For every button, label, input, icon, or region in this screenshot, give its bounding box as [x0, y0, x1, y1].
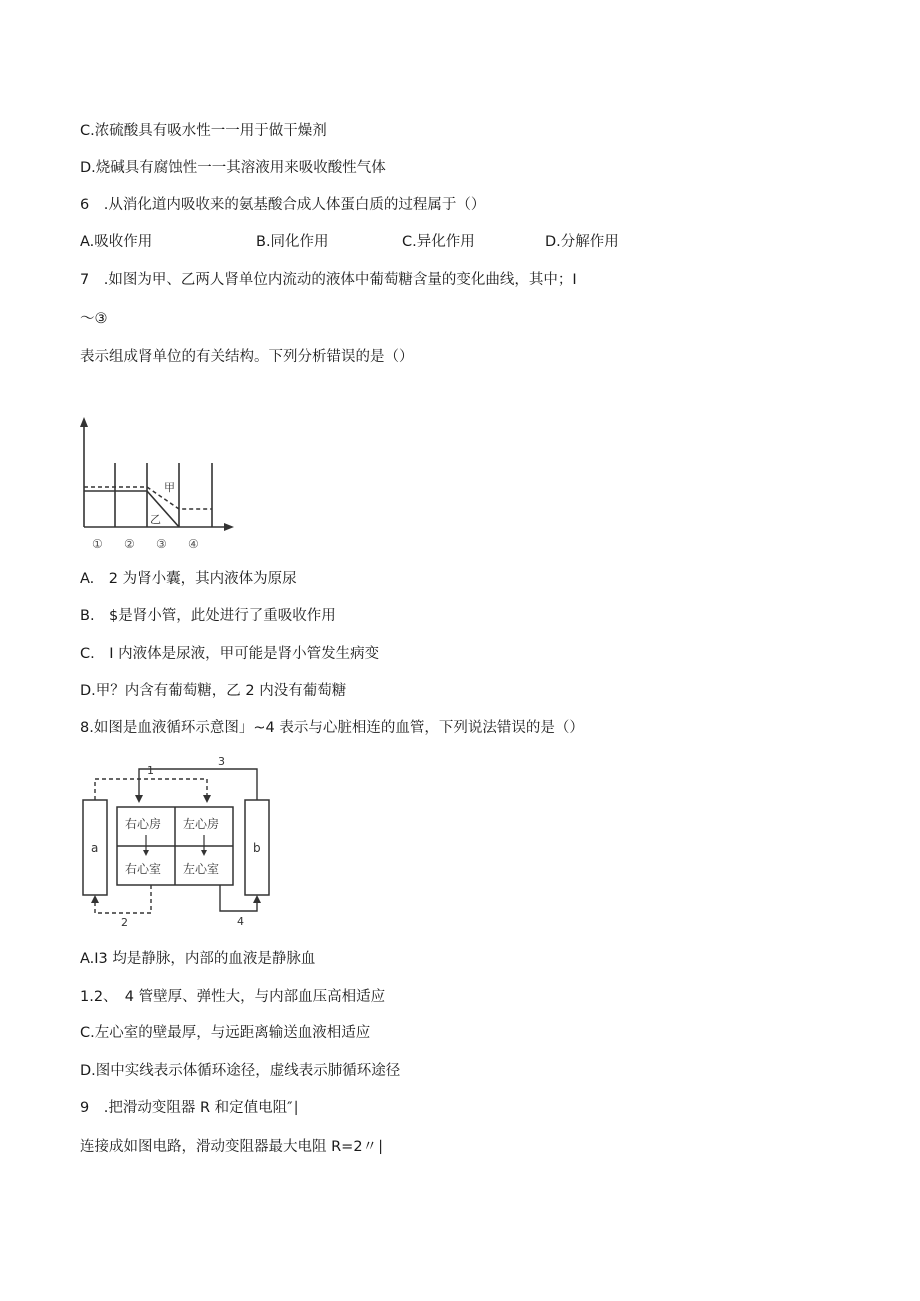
vessel-label-2: 2: [121, 916, 128, 929]
left-atrium-label: 左心房: [183, 817, 220, 831]
right-ventricle-label: 右心室: [125, 862, 162, 876]
segment-label-1: ①: [92, 537, 103, 551]
q5-option-c: C.浓硫酸具有吸水性一一用于做干燥剂: [80, 123, 327, 139]
segment-label-4: ④: [188, 537, 199, 551]
vessel-4-path: [220, 885, 257, 911]
vessel-label-1: 1: [147, 764, 154, 777]
vessel-3-arrow: [135, 795, 143, 803]
vessel-label-3: 3: [218, 755, 225, 768]
q6-option-c: C.异化作用: [402, 234, 475, 250]
q6-option-a: A.吸收作用: [80, 234, 153, 250]
q7-stem-line2: 〜③: [80, 311, 108, 327]
q8-option-a: A.I3 均是静脉，内部的血液是静脉血: [80, 951, 316, 967]
vessel-2-arrow: [91, 895, 99, 903]
left-av-arrow-head: [201, 850, 207, 856]
q7-stem-line3: 表示组成肾单位的有关结构。下列分析错误的是（）: [80, 349, 414, 365]
q6-option-b: B.同化作用: [256, 234, 329, 250]
q6-options: [80, 232, 680, 252]
right-atrium-label: 右心房: [125, 817, 162, 831]
q7-option-d: D.甲？内含有葡萄糖，乙 2 内没有葡萄糖: [80, 683, 347, 699]
vessel-4-arrow: [253, 895, 261, 903]
label-yi: 乙: [150, 513, 161, 526]
q8-circulation-figure: [75, 755, 285, 930]
left-ventricle-label: 左心室: [183, 862, 220, 876]
right-av-arrow-head: [143, 850, 149, 856]
q6-option-d: D.分解作用: [545, 234, 619, 250]
segment-label-3: ③: [156, 537, 167, 551]
box-a-label: a: [91, 841, 99, 855]
q9-stem-line2: 连接成如图电路，滑动变阻器最大电阻 R=2〃∣: [80, 1139, 385, 1155]
q5-option-d: D.烧碱具有腐蚀性一一其溶液用来吸收酸性气体: [80, 160, 386, 176]
vessel-label-4: 4: [237, 915, 244, 928]
q7-glucose-figure: [70, 415, 240, 555]
q7-option-c: C. I 内液体是尿液，甲可能是肾小管发生病变: [80, 646, 380, 662]
label-jia: 甲: [164, 481, 175, 494]
q7-option-b: B. $是肾小管，此处进行了重吸收作用: [80, 608, 336, 624]
q6-stem: 6 .从消化道内吸收来的氨基酸合成人体蛋白质的过程属于（）: [80, 197, 486, 213]
vessel-1-arrow: [203, 795, 211, 803]
curve-yi: [84, 491, 179, 527]
vessel-2-path: [95, 885, 151, 913]
q9-stem-line1: 9 .把滑动变阻器 R 和定值电阻″∣: [80, 1100, 300, 1116]
q8-option-c: C.左心室的壁最厚，与远距离输送血液相适应: [80, 1025, 371, 1041]
y-axis-arrow: [80, 417, 88, 427]
q7-stem-line1: 7 .如图为甲、乙两人肾单位内流动的液体中葡萄糖含量的变化曲线，其中；I: [80, 272, 577, 288]
q8-option-d: D.图中实线表示体循环途径，虚线表示肺循环途径: [80, 1063, 401, 1079]
segment-label-2: ②: [124, 537, 135, 551]
vessel-1-path: [95, 779, 207, 800]
box-b-label: b: [253, 841, 261, 855]
q7-option-a: A. 2 为肾小囊，其内液体为原尿: [80, 571, 297, 587]
x-axis-arrow: [224, 523, 234, 531]
q8-stem: 8.如图是血液循环示意图」~4 表示与心脏相连的血管，下列说法错误的是（）: [80, 720, 584, 736]
q8-option-b: 1.2、 4 管壁厚、弹性大，与内部血压高相适应: [80, 989, 386, 1005]
vessel-3-path: [139, 769, 257, 800]
